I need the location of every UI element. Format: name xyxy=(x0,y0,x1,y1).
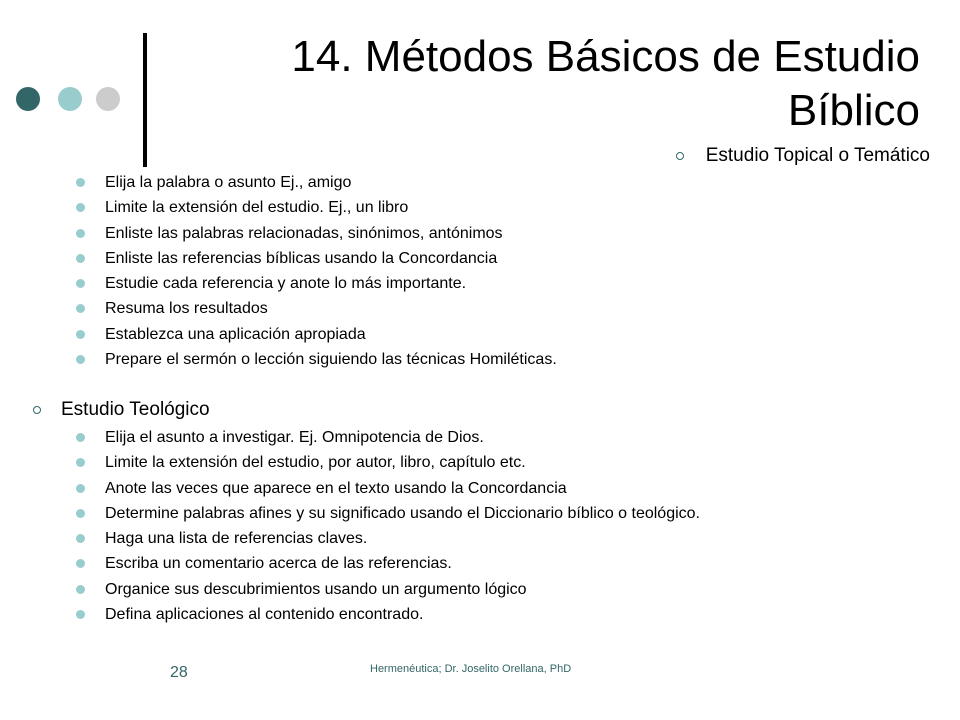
decor-dot-teal xyxy=(58,87,82,111)
list-item xyxy=(76,577,700,602)
title-divider-line xyxy=(143,33,147,167)
bullet-dot-icon xyxy=(76,484,85,493)
list-item xyxy=(76,322,557,347)
list-item-text: Limite la extensión del estudio, por autor, libro, capítulo etc. xyxy=(105,454,526,472)
topical-study-heading xyxy=(676,145,930,167)
list-item-text: Enliste las referencias bíblicas usando la Concordancia xyxy=(105,249,498,267)
list-item xyxy=(76,347,557,372)
list-item-text: Elija la palabra o asunto Ej., amigo xyxy=(105,174,352,191)
bullet-dot-icon xyxy=(76,433,85,442)
bullet-dot-icon xyxy=(76,458,85,467)
bullet-dot-icon xyxy=(76,229,85,238)
bullet-dot-icon xyxy=(76,610,85,619)
list-item xyxy=(76,271,557,296)
bullet-dot-icon xyxy=(76,509,85,518)
slide-title-line-2: Bíblico xyxy=(787,86,920,135)
list-item xyxy=(76,450,700,475)
bullet-dot-icon xyxy=(76,355,85,364)
bullet-dot-icon xyxy=(76,534,85,543)
slide-title xyxy=(160,30,920,138)
ring-bullet-icon xyxy=(676,152,684,160)
list-item xyxy=(76,170,557,195)
list-item-text: Escriba un comentario acerca de las referencias. xyxy=(105,555,452,573)
bullet-dot-icon xyxy=(76,178,85,187)
list-item xyxy=(76,476,700,501)
list-item xyxy=(76,551,700,576)
topical-study-heading-text: Estudio Topical o Temático xyxy=(705,145,930,166)
decor-dot-gray xyxy=(96,87,120,111)
bullet-dot-icon xyxy=(76,279,85,288)
list-item-text: Resuma los resultados xyxy=(105,300,268,318)
list-item-text: Limite la extensión del estudio. Ej., un libro xyxy=(105,199,409,217)
decor-dot-dark xyxy=(16,87,40,111)
list-item-text: Defina aplicaciones al contenido encontrado. xyxy=(105,606,424,624)
list-item-text: Determine palabras afines y su significado usando el Diccionario bíblico o teológico. xyxy=(105,504,700,522)
list-item-text: Elija el asunto a investigar. Ej. Omnipotencia de Dios. xyxy=(105,429,484,446)
list-item xyxy=(76,526,700,551)
list-item xyxy=(76,501,700,526)
list-item-text: Prepare el sermón o lección siguiendo las técnicas Homiléticas. xyxy=(105,351,557,369)
page-number: 28 xyxy=(170,664,188,681)
bullet-dot-icon xyxy=(76,254,85,263)
list-item-text: Enliste las palabras relacionadas, sinónimos, antónimos xyxy=(105,224,503,242)
bullet-dot-icon xyxy=(76,203,85,212)
list-item-text: Estudie cada referencia y anote lo más importante. xyxy=(105,275,467,293)
list-item-text: Organice sus descubrimientos usando un argumento lógico xyxy=(105,580,527,598)
list-item xyxy=(76,425,700,450)
list-item xyxy=(76,246,557,271)
bullet-dot-icon xyxy=(76,559,85,568)
theological-study-heading-text: Estudio Teológico xyxy=(61,399,210,420)
list-item-text: Establezca una aplicación apropiada xyxy=(105,325,366,343)
bullet-dot-icon xyxy=(76,585,85,594)
slide-title-line-1: 14. Métodos Básicos de Estudio xyxy=(291,32,920,81)
theological-study-list xyxy=(76,425,700,627)
bullet-dot-icon xyxy=(76,330,85,339)
list-item xyxy=(76,221,557,246)
list-item xyxy=(76,195,557,220)
list-item-text: Haga una lista de referencias claves. xyxy=(105,530,368,548)
footer-credit: Hermenéutica; Dr. Joselito Orellana, PhD xyxy=(370,663,572,675)
list-item xyxy=(76,296,557,321)
theological-study-heading xyxy=(33,399,210,421)
bullet-dot-icon xyxy=(76,304,85,313)
list-item xyxy=(76,602,700,627)
list-item-text: Anote las veces que aparece en el texto usando la Concordancia xyxy=(105,479,567,497)
topical-study-list xyxy=(76,170,557,372)
ring-bullet-icon xyxy=(33,406,41,414)
